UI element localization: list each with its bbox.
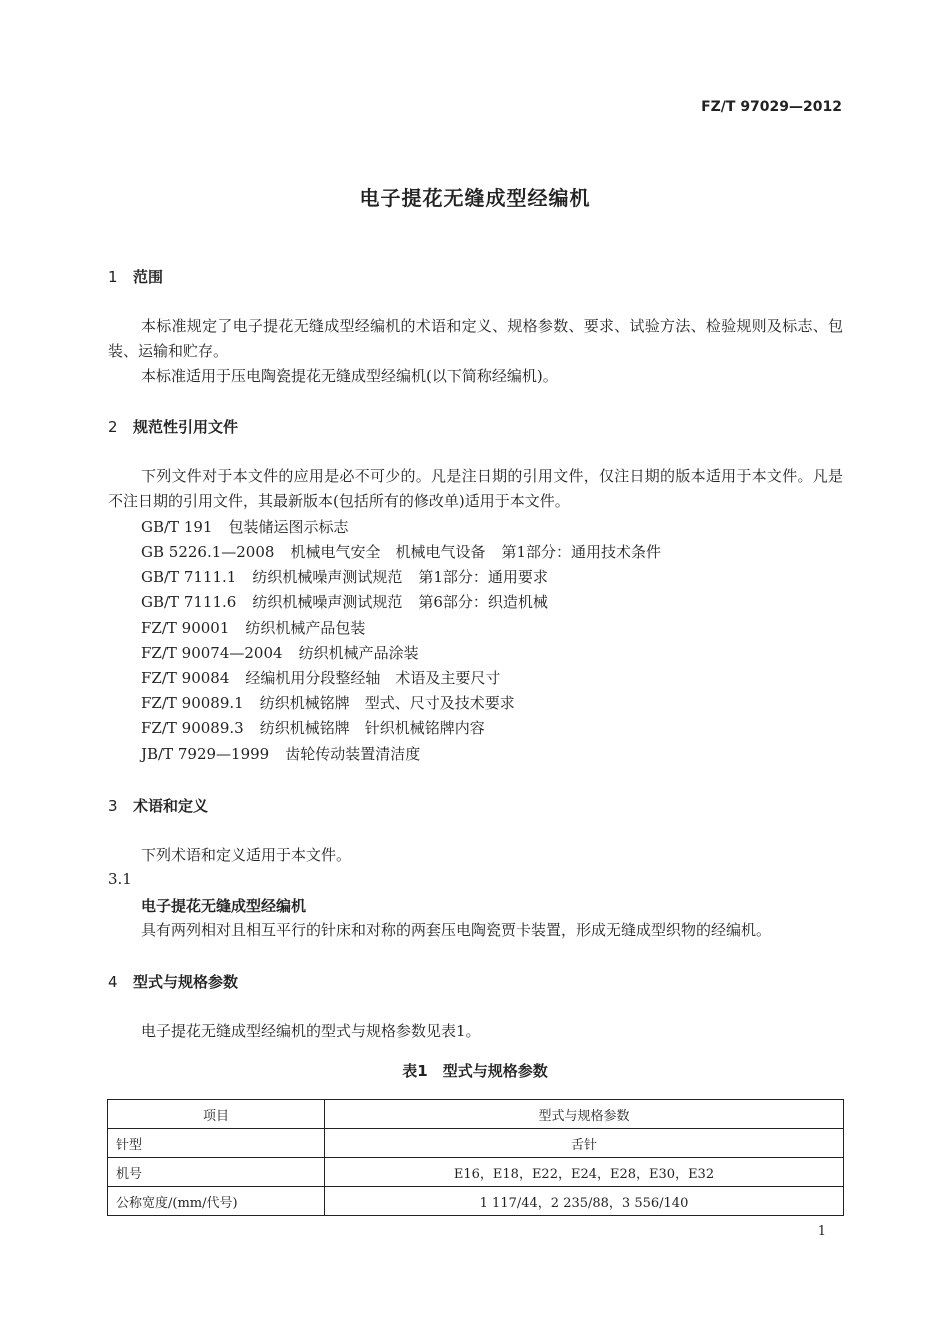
reference-part: 第6部分：织造机械 <box>418 593 548 611</box>
reference-title: 纺织机械产品包装 <box>245 619 366 637</box>
section-4-heading <box>108 971 238 992</box>
table-row <box>108 1129 844 1158</box>
table-header-cell: 型式与规格参数 <box>325 1100 844 1129</box>
table-header-row <box>108 1100 844 1129</box>
reference-title: 机械电气安全 机械电气设备 <box>290 543 486 561</box>
table-cell: 公称宽度/(mm/代号) <box>108 1187 325 1216</box>
standard-code: FZ/T 97029—2012 <box>701 99 842 115</box>
spec-intro: 电子提花无缝成型经编机的型式与规格参数见表1。 <box>141 1022 481 1040</box>
reference-title: 纺织机械铭牌 型式、尺寸及技术要求 <box>259 694 515 712</box>
section-2-heading <box>108 416 238 437</box>
reference-item <box>141 743 420 764</box>
reference-code: GB/T 7111.6 <box>141 593 237 611</box>
terms-intro: 下列术语和定义适用于本文件。 <box>141 846 352 864</box>
term-number: 3.1 <box>108 870 132 888</box>
reference-item <box>141 566 548 587</box>
reference-code: FZ/T 90001 <box>141 619 230 637</box>
scope-paragraph-1: 本标准规定了电子提花无缝成型经编机的术语和定义、规格参数、要求、试验方法、检验规则及标志、包装、运输和贮存。 <box>108 317 843 360</box>
table-cell: 舌针 <box>325 1129 844 1158</box>
reference-title: 齿轮传动装置清洁度 <box>285 745 421 763</box>
section-number: 3 <box>108 797 118 815</box>
section-number: 4 <box>108 973 118 991</box>
reference-part: 第1部分：通用要求 <box>418 568 548 586</box>
spec-table <box>107 1099 844 1216</box>
section-number: 1 <box>108 268 118 286</box>
reference-title: 经编机用分段整经轴 术语及主要尺寸 <box>245 669 501 687</box>
reference-item <box>141 541 661 562</box>
term-definition: 具有两列相对且相互平行的针床和对称的两套压电陶瓷贾卡装置，形成无缝成型织物的经编机。 <box>141 921 772 939</box>
reference-title: 包装储运图示标志 <box>228 518 349 536</box>
table-cell: 机号 <box>108 1158 325 1187</box>
table-cell: 针型 <box>108 1129 325 1158</box>
section-3-heading <box>108 795 208 816</box>
reference-item <box>141 717 485 738</box>
section-title: 术语和定义 <box>133 797 209 815</box>
reference-item <box>141 617 365 638</box>
reference-code: FZ/T 90084 <box>141 669 230 687</box>
table-header-cell: 项目 <box>108 1100 325 1129</box>
reference-code: FZ/T 90089.3 <box>141 719 244 737</box>
reference-code: FZ/T 90074—2004 <box>141 644 283 662</box>
section-title: 规范性引用文件 <box>133 418 239 436</box>
reference-title: 纺织机械噪声测试规范 <box>252 568 403 586</box>
section-title: 型式与规格参数 <box>133 973 239 991</box>
table-caption: 表1 型式与规格参数 <box>402 1062 548 1080</box>
references-intro: 下列文件对于本文件的应用是必不可少的。凡是注日期的引用文件，仅注日期的版本适用于本文件。凡是不注日期的引用文件，其最新版本(包括所有的修改单)适用于本文件。 <box>108 467 843 510</box>
reference-part: 第1部分：通用技术条件 <box>501 543 661 561</box>
document-title: 电子提花无缝成型经编机 <box>359 186 591 210</box>
reference-code: GB/T 7111.1 <box>141 568 237 586</box>
reference-title: 纺织机械噪声测试规范 <box>252 593 403 611</box>
reference-code: GB/T 191 <box>141 518 213 536</box>
reference-item <box>141 667 500 688</box>
section-title: 范围 <box>133 268 164 286</box>
table-cell: 1 117/44，2 235/88，3 556/140 <box>325 1187 844 1216</box>
reference-code: FZ/T 90089.1 <box>141 694 244 712</box>
section-number: 2 <box>108 418 118 436</box>
table-row <box>108 1158 844 1187</box>
scope-paragraph-2: 本标准适用于压电陶瓷提花无缝成型经编机(以下简称经编机)。 <box>141 367 558 385</box>
reference-item <box>141 692 515 713</box>
reference-title: 纺织机械产品涂装 <box>298 644 419 662</box>
term-name: 电子提花无缝成型经编机 <box>141 897 307 915</box>
reference-item <box>141 591 548 612</box>
table-cell: E16，E18，E22，E24，E28，E30，E32 <box>325 1158 844 1187</box>
reference-item <box>141 642 419 663</box>
reference-code: JB/T 7929—1999 <box>141 745 270 763</box>
section-1-heading <box>108 266 163 287</box>
reference-item <box>141 516 348 537</box>
reference-code: GB 5226.1—2008 <box>141 543 275 561</box>
page-number: 1 <box>817 1224 826 1239</box>
table-row <box>108 1187 844 1216</box>
reference-title: 纺织机械铭牌 针织机械铭牌内容 <box>259 719 485 737</box>
